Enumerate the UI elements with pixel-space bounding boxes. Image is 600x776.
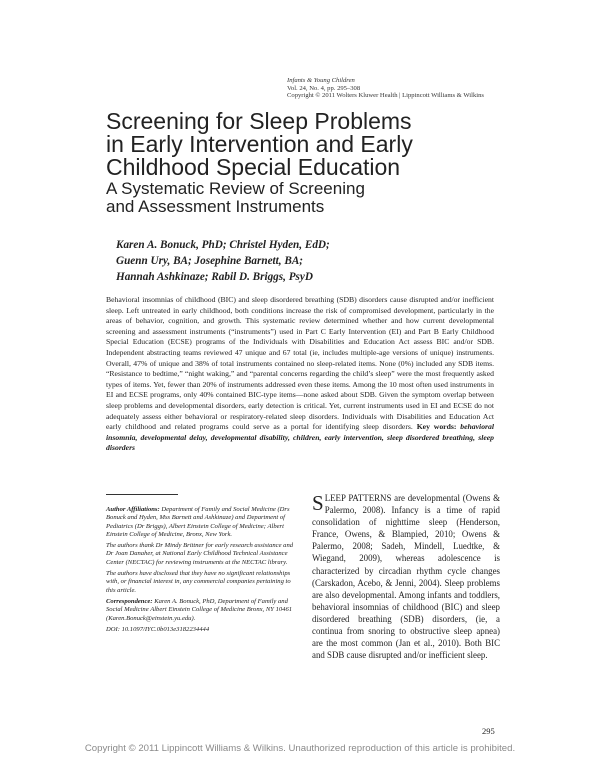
title-line: Screening for Sleep Problems [106,108,412,134]
article-title [106,110,526,179]
journal-header [287,77,587,100]
doi-text: DOI: 10.1097/IYC.0b013e3182234444 [106,625,210,633]
doi-note [106,626,298,634]
note-text: The authors thank Dr Mindy Brittner for early research assistance and Dr Joan Danaher, at National Early Childhood Technical Assistance Center (NECTAC) for reviewing instruments at the NECTAC library. [106,542,294,566]
journal-name: Infants & Young Children [287,77,355,84]
drop-cap: S [312,491,324,515]
footer-copyright: Copyright © 2011 Lippincott Williams & Wilkins. Unauthorized reproduction of this article is prohibited. [84,743,516,754]
keywords-label: Key words: [416,422,457,432]
title-line: Childhood Special Education [106,154,401,180]
title-line: in Early Intervention and Early [106,131,413,157]
abstract [106,295,494,454]
subtitle-line: A Systematic Review of Screening [106,179,365,198]
author-list [116,237,446,285]
article-subtitle [106,180,526,216]
author-line: Karen A. Bonuck, PhD; Christel Hyden, EdD; [116,239,330,251]
author-line: Hannah Ashkinaze; Rabil D. Briggs, PsyD [116,271,313,283]
affiliations-note [106,506,298,539]
journal-volume: Vol. 24, No. 4, pp. 295–308 [287,84,361,92]
correspondence-note [106,598,298,623]
author-notes [106,506,298,637]
disclosure-note [106,570,298,595]
body-text: LEEP PATTERNS are developmental (Owens & Palermo, 2008). Infancy is a time of rapid consolidation of nighttime sleep (Henderson, France, Owens, & Blampied, 2010; Owens & Palermo, 2008; Sadeh, Mindell, Luedtke, & Wiegand, 2009), whereas adolescence is characterized by circadian rhythm cycle changes (Carskadon, Acebo, & Jenni, 2004). Sleep problems are also developmental. Among infants and toddlers, behavioral insomnias of childhood (BIC) and sleep disordered breathing (SDB) disorders, (ie, a continua from snoring to obstructive sleep apnea) are the most common (Jan et al., 2010). Both BIC and SDB cause disrupted and/or inefficient sleep. [312,493,500,661]
footnote-rule [106,494,178,495]
body-column [312,492,500,661]
keywords: behavioral insomnia, developmental delay, developmental disability, children, early intervention, sleep disordered breathing, sleep disorders [106,422,495,453]
note-text: Department of Family and Social Medicine (Drs Bonuck and Hyden, Mss Barnett and Ashkinaze) and Department of Pediatrics (Dr Briggs), Albert Einstein College of Medicine; Albert Einstein College of Medicine, Bronx, New York. [106,506,290,538]
abstract-text: Behavioral insomnias of childhood (BIC) and sleep disordered breathing (SDB) disorders cause disrupted and/or inefficient sleep. Left untreated in early childhood, both conditions increase the risk of compromised development, particularly in the areas of behavior, cognition, and growth. This systematic review determined whether and how current developmental screening and assessment instruments (“instruments”) used in Part C Early Intervention (EI) and Part B Early Childhood Special Education (ECSE) programs of the Individuals with Disabilities and Education Act assess BIC and/or SDB. Independent abstracting teams reviewed 47 unique and 67 total (ie, includes multiple-age versions of unique) instruments. Overall, 47% of unique and 38% of total instruments contained no sleep-related items. None (0%) included any SDB items. “Resistance to bedtime,” “night waking,” and “parental concerns regarding the child’s sleep” were the most frequently asked types of items. Yet, fewer than 20% of instruments addressed even these items. Among the 10 most often used instruments in EI and ECSE programs, only 40% contained BIC-type items—none asked about SDB. Given the symptom overlap between sleep problems and developmental disorders, early detection is critical. Yet, current instruments used in EI and ECSE do not adequately assess either behavioral or respiratory-related sleep disorders. Individuals with Disabilities and Education Act early childhood and related programs could serve as a portal for identifying sleep disorders. [106,295,494,432]
subtitle-line: and Assessment Instruments [106,197,325,216]
note-label: Author Affiliations: [106,506,160,513]
acknowledgments-note [106,542,298,567]
page-number: 295 [482,726,495,736]
author-line: Guenn Ury, BA; Josephine Barnett, BA; [116,255,304,267]
note-text: Karen A. Bonuck, PhD, Department of Family and Social Medicine Albert Einstein College of Medicine Bronx, NY 10461 (Karen.Bonuck@einstein.yu.edu). [106,597,293,622]
journal-copyright: Copyright © 2011 Wolters Kluwer Health | Lippincott Williams & Wilkins [287,92,484,100]
note-label: Correspondence: [106,597,153,605]
note-text: The authors have disclosed that they have no significant relationships with, or financial interest in, any commercial companies pertaining to this article. [106,570,291,594]
